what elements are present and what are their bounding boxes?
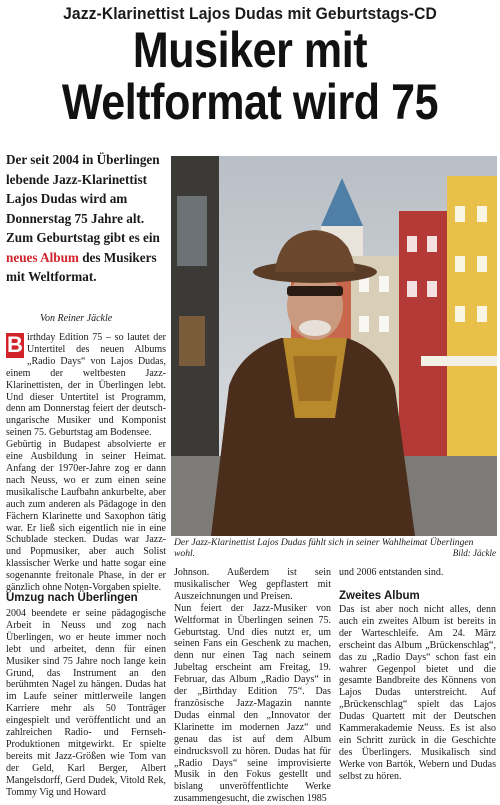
body-column-3-lower — [339, 604, 496, 783]
body-paragraph-5: Nun feiert der Jazz-Musiker von Weltformat in Überlingen seinen 75. Geburtstag. Und dies nutzt er, um seinen Fans ein Geschenk zu machen, denn nur einen Tag nach seinem Jubeltag erscheint am Freitag, 19. Februar, das Album „Radio Days“ in der „Birthday Edition 75“. Das französische Jazz-Magazin nannte Dudas einmal den „Innovator der Klarinette im modernen Jazz“ und genau das ist auf dem Album eindrucksvoll zu hören. Dudas hat für „Radio Days“ seine improvisierte Musik in den Fokus gestellt und bislang unveröffentlichte Werke zusammengesucht, die zwischen 1985 — [174, 602, 331, 805]
body-paragraph-2: Gebürtig in Budapest absolvierte er eine Ausbildung in seiner Heimat. Anfang der 1970er-Jahre zog er dann nach Neuss, wo er zum einen seine musikalische Laufbahn ankurbelte, aber auch zum anderen als Pädagoge in den Fächern Klarinette und Saxophon tätig war. Er ließ sich eigentlich nie in eine Schublade stecken. Dudas war Jazz- und Popmusiker, aber auch Solist klassischer Werke und hatte sogar eine sogenannte freitonale Phase, in der er gänzlich ohne Noten-Vorgaben spielte. — [6, 439, 166, 594]
photo-caption: Der Jazz-Klarinettist Lajos Dudas fühlt sich in seiner Wahlheimat Überlingen wohl. — [174, 537, 474, 559]
byline: Von Reiner Jäckle — [40, 313, 113, 324]
photo-illustration — [171, 156, 497, 536]
article-kicker: Jazz-Klarinettist Lajos Dudas mit Geburtstags-CD — [63, 4, 437, 23]
article-photo — [171, 156, 497, 536]
awning — [421, 356, 497, 366]
body-paragraph-1-text: irthday Edition 75 – so lautet der Untertitel des neuen Albums „Radio Days“ von Lajos Dudas, einem der weltbesten Jazz-Klarinettisten, der in Überlingen lebt. Und dieser Untertitel ist Programm, denn am Donnerstag feiert der deutsch-ungarische Musiker und Komponist seinen 75. Geburtstag am Bodensee. — [6, 332, 166, 439]
subhead-umzug: Umzug nach Überlingen — [6, 592, 138, 604]
intro-highlight: neues Album — [6, 249, 79, 265]
body-paragraph-6: und 2006 entstanden sind. — [339, 567, 444, 578]
body-paragraph-3: 2004 beendete er seine pädagogische Arbeit in Neuss und zog nach Überlingen, wo er heute immer noch lebt und arbeitet, denn für einen Musiker sind 75 Jahre noch lange kein Grund, das Instrument an den berühmten Nagel zu hängen. Dudas hat im Laufe seiner mittlerweile langen Karriere mehr als 50 Tonträger eingespielt und veröffentlicht und an zahlreichen Radio- und Fernseh-Produktionen mitgewirkt. Er spielte bereits mit Jazz-Größen wie Tom van der Geld, Karl Berger, Albert Mangelsdorff, Gerd Dudek, Vitold Rek, Tommy Vig und Howard — [6, 608, 166, 798]
headline-line-2: Weltformat wird 75 — [61, 74, 439, 130]
body-column-3 — [339, 567, 496, 579]
glasses — [287, 286, 343, 296]
body-paragraph-4: Johnson. Außerdem ist sein musikalischer Weg gepflastert mit Auszeichnungen und Preisen. — [174, 567, 331, 602]
intro-text-2: des Musikers mit Weltformat. — [6, 249, 157, 284]
beard — [299, 320, 331, 336]
photo-credit: Bild: Jäckle — [452, 548, 496, 558]
body-column-1-bottom — [6, 608, 166, 799]
subhead-zweites-album: Zweites Album — [339, 590, 420, 602]
body-column-1-top — [6, 332, 166, 594]
article-headline — [0, 24, 500, 128]
headline-line-1: Musiker mit — [132, 22, 368, 78]
body-paragraph-7: Das ist aber noch nicht alles, denn auch ein zweites Album ist bereits in der Warteschleife. Am 24. März erscheint das Album „Brückenschlag“, das zu „Radio Days“ schon fast ein wahrer Gegenpol bietet und die gesamte Bandbreite des Könnens von Lajos Dudas unterstreicht. Auf „Brückenschlag“ spielt das Lajos Dudas Quartett mit der Deutschen Kammerakademie Neuss. Es ist also ein Schritt zurück in die Geschichte des Überlingers. Musikalisch sind Werke von Bartók, Webern und Dudas selbst zu hören. — [339, 604, 496, 782]
drop-cap: B — [7, 332, 23, 357]
body-column-2 — [174, 567, 331, 805]
intro-text-1: Der seit 2004 in Überlingen lebende Jazz-Klarinettist Lajos Dudas wird am Donnerstag 75 Jahre alt. Zum Geburtstag gibt es ein — [6, 152, 160, 245]
article-intro — [6, 150, 166, 287]
body-paragraph-1 — [6, 332, 166, 439]
house-red — [399, 211, 449, 471]
house-yellow — [447, 176, 497, 476]
